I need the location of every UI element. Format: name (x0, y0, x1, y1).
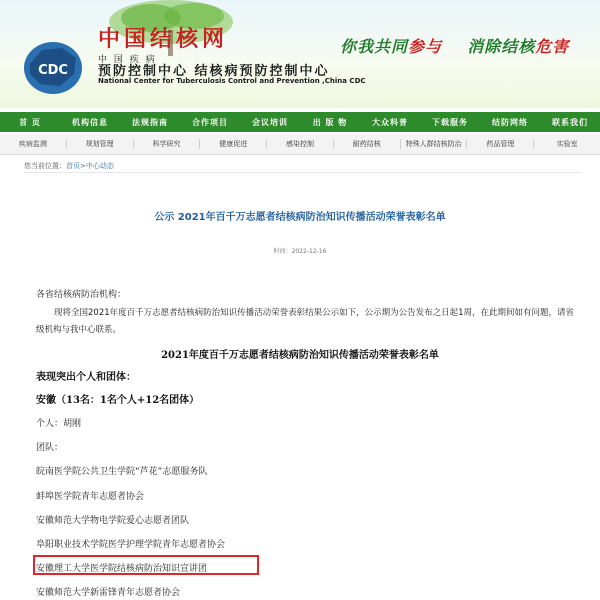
group-item: 安徽师范大学物电学院爱心志愿者团队 (36, 516, 190, 526)
subnav-laboratory[interactable]: 实验室 (556, 140, 578, 148)
cdc-logo-text: CDC (38, 63, 68, 78)
nav-public-science[interactable]: 大众科普 (372, 117, 408, 127)
nav-cooperation[interactable]: 合作项目 (192, 117, 228, 127)
subnav-drug-resistant-tb[interactable]: 耐药结核 (334, 139, 401, 149)
subnav-special-populations[interactable]: 特殊人群结核防治 (401, 139, 468, 149)
cdc-logo-icon (22, 40, 84, 96)
sub-nav (0, 134, 600, 155)
breadcrumb-current-link[interactable]: 中心动态 (85, 162, 114, 170)
site-header (0, 0, 600, 108)
nav-regulations[interactable]: 法规指南 (132, 117, 168, 127)
subnav-research[interactable]: 科学研究 (134, 139, 201, 149)
org-name: 预防控制中心 结核病预防控制中心 (98, 64, 330, 79)
nav-network[interactable]: 结防网络 (492, 117, 528, 127)
org-english-name: National Center for Tuberculosis Control and Prevention ,China CDC (98, 77, 366, 85)
nav-contact[interactable]: 联系我们 (552, 117, 588, 127)
nav-home[interactable]: 首 页 (19, 117, 41, 127)
list-title: 2021年度百千万志愿者结核病防治知识传播活动荣誉表彰名单 (161, 350, 439, 361)
group-item: 安徽师范大学新雷锋青年志愿者协会 (36, 588, 181, 598)
slogan-part-c: 消除结核 (467, 37, 536, 56)
breadcrumb-prefix: 您当前位置： (24, 162, 66, 170)
breadcrumb-divider (24, 172, 580, 173)
highlight-box (33, 555, 259, 575)
subnav-planning[interactable]: 规划管理 (67, 139, 134, 149)
subnav-infection-control[interactable]: 感染控制 (267, 139, 334, 149)
subnav-health-promotion[interactable]: 健康促进 (200, 139, 267, 149)
org-small-text: 中 国 疾 病 (98, 55, 157, 65)
group-label: 团队： (36, 443, 64, 453)
slogan-part-d: 危害 (535, 37, 570, 56)
article-title: 公示 2021年百千万志愿者结核病防治知识传播活动荣誉表彰名单 (154, 212, 446, 223)
breadcrumb (24, 161, 114, 171)
category-heading: 表现突出个人和团体： (36, 372, 136, 383)
article-salutation: 各省结核病防治机构： (36, 290, 127, 300)
subnav-drug-management[interactable]: 药品管理 (467, 139, 534, 149)
subnav-disease-monitoring[interactable]: 疾病监测 (0, 139, 67, 149)
group-item: 阜阳职业技术学院医学护理学院青年志愿者协会 (36, 540, 226, 550)
group-item: 蚌埠医学院青年志愿者协会 (36, 492, 145, 502)
nav-meetings[interactable]: 会议培训 (252, 117, 288, 127)
breadcrumb-separator: > (80, 162, 86, 170)
group-item-highlighted: 安徽理工大学医学院结核病防治知识宣讲团 (36, 564, 208, 574)
slogan-part-a: 你我共同 (340, 37, 409, 56)
site-name: 中国结核网 (98, 26, 229, 52)
nav-downloads[interactable]: 下载服务 (432, 117, 468, 127)
nav-publications[interactable]: 出 版 物 (312, 117, 348, 127)
province-heading: 安徽（13名：1名个人+12名团体） (36, 395, 200, 406)
breadcrumb-home-link[interactable]: 首页 (66, 162, 80, 170)
article-paragraph: 现将全国2021年度百千万志愿者结核病防治知识传播活动荣誉表彰结果公示如下，公示期为公告发布之日起1周，在此期间如有问题，请省级机构与我中心联系。 (36, 308, 575, 335)
main-nav (0, 112, 600, 132)
slogan (340, 34, 569, 57)
individual-awardee: 个人：胡刚 (36, 419, 82, 429)
group-item: 皖南医学院公共卫生学院“芦花”志愿服务队 (36, 467, 208, 477)
nav-institution-info[interactable]: 机构信息 (72, 117, 108, 127)
slogan-part-b: 参与 (408, 37, 443, 56)
article-time: 时间：2022-12-16 (273, 248, 327, 255)
